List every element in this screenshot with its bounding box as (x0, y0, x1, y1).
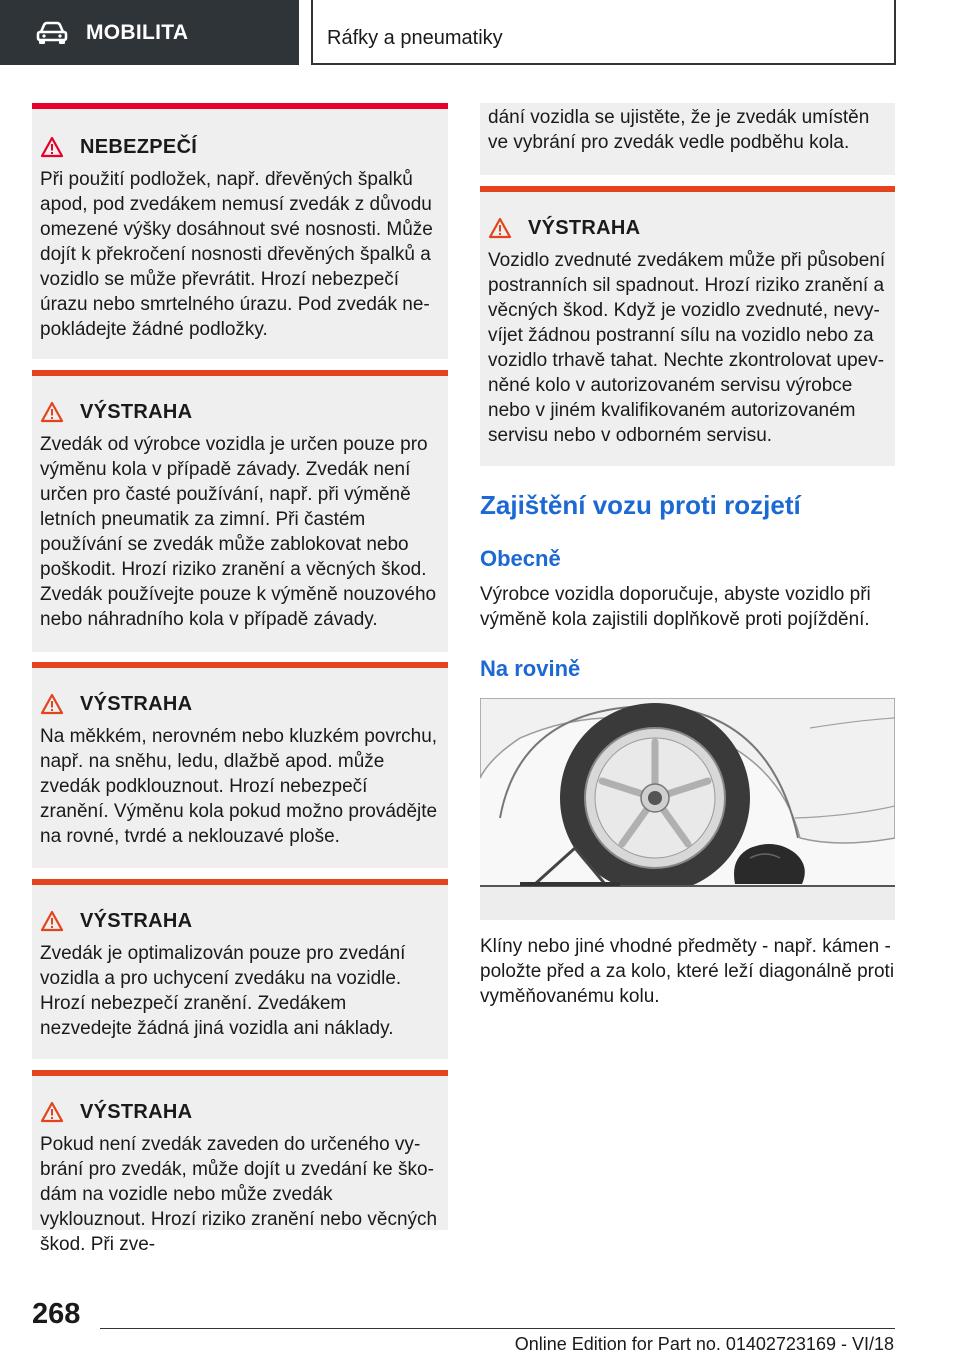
box-title: VÝSTRAHA (80, 909, 193, 932)
wheel-chock-illustration (480, 698, 895, 920)
section-tab (0, 0, 299, 65)
danger-box (32, 103, 448, 359)
subheading-level-ground: Na rovině (480, 656, 581, 681)
warning-triangle-icon (40, 136, 64, 158)
box-title: VÝSTRAHA (80, 1100, 193, 1123)
warning-triangle-icon (40, 910, 64, 932)
warning-triangle-icon (488, 217, 512, 239)
box-title: NEBEZPEČÍ (80, 135, 198, 158)
chapter-title: Ráfky a pneumatiky (311, 0, 896, 65)
box-title: VÝSTRAHA (80, 400, 193, 423)
box-text: Při použití podložek, např. dřevěných špalků apod, pod zvedákem nemusí zvedák z důvodu omezené výšky dosáhnout své nosnosti. Může dojít k překročení nosnosti dřevěných špalků a vozidlo se může převrátit. Hrozí nebezpečí úrazu nebo smrtelného úrazu. Pod zvedák nepokládejte žádné podložky. (40, 169, 433, 340)
warning-triangle-icon (40, 1101, 64, 1123)
warning-box (32, 662, 448, 868)
warning-box-continued (480, 103, 895, 175)
footer-edition: Online Edition for Part no. 01402723169 - VI/18 (514, 1334, 894, 1354)
page-number: 268 (32, 1298, 81, 1330)
box-text: Na měkkém, nerovném nebo kluzkém povrchu, např. na sněhu, ledu, dlažbě apod. může zvedák podklouznout. Hrozí nebezpečí zranění. Výměnu kola pokud možno provádějte na rovné, tvrdé a neklouzavé ploše. (40, 726, 438, 847)
warning-box (480, 186, 895, 466)
box-title: VÝSTRAHA (528, 216, 641, 239)
footer-divider (100, 1328, 895, 1329)
box-title: VÝSTRAHA (80, 692, 193, 715)
warning-box (32, 879, 448, 1059)
box-text: dání vozidla se ujistěte, že je zvedák umístěn ve vybrání pro zvedák vedle podběhu kola. (488, 107, 870, 153)
subheading-general: Obecně (480, 546, 561, 571)
warning-triangle-icon (40, 693, 64, 715)
warning-triangle-icon (40, 401, 64, 423)
warning-box (32, 1070, 448, 1255)
warning-box (32, 370, 448, 652)
section-title: MOBILITA (86, 20, 189, 44)
box-text: Vozidlo zvednuté zvedákem může při působení postranních sil spadnout. Hrozí riziko zranění a věcných škod. Když je vozidlo zvednuté, nevyvíjet žádnou postranní sílu na vozidlo nebo za vozidlo trhavě tahat. Nechte zkontrolovat upevněné kolo v autorizovaném servisu výrobce nebo v jiném kvalifikovaném autorizovaném servisu nebo v odborném servisu. (488, 250, 886, 446)
paragraph-general: Výrobce vozidla doporučuje, abyste vozidlo při výměně kola zajistili doplňkově proti pojíždění. (480, 584, 871, 630)
section-heading: Zajištění vozu proti rozjetí (480, 490, 801, 520)
box-text: Zvedák je optimalizován pouze pro zvedání vozidla a pro uchycení zvedáku na vozidle. Hrozí nebezpečí zranění. Zvedákem nezvedejte žádná jiná vozidla ani náklady. (40, 943, 406, 1039)
box-text: Zvedák od výrobce vozidla je určen pouze pro výměnu kola v případě závady. Zvedák není určen pro časté používání, např. při výměně letních pneumatik za zimní. Při častém používání se zvedák může zablokovat nebo poškodit. Hrozí riziko zranění a věcných škod. Zvedák používejte pouze k výměně nouzového nebo náhradního kola v případě závady. (40, 434, 437, 630)
car-icon (36, 21, 68, 45)
paragraph-level-ground: Klíny nebo jiné vhodné předměty - např. kámen - položte před a za kolo, které leží diagonálně proti vyměňovanému kolu. (480, 936, 895, 1007)
box-text: Pokud není zvedák zaveden do určeného vybrání pro zvedák, může dojít u zvedání ke škodám na vozidle nebo může zvedák vyklouznout. Hrozí riziko zranění nebo věcných škod. Při zve- (40, 1134, 438, 1255)
